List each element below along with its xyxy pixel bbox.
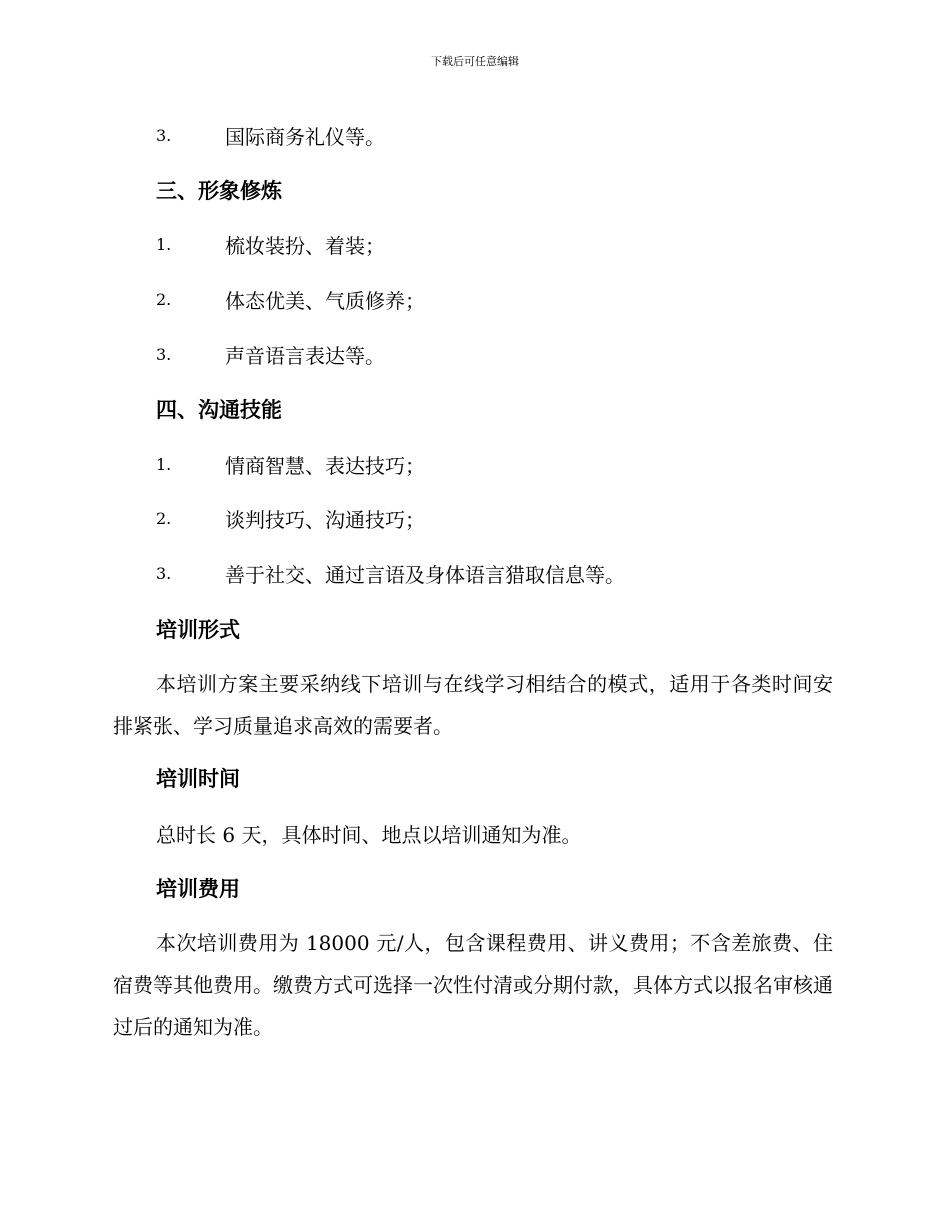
page-header: 下载后可任意编辑	[431, 55, 519, 68]
list-number: 2.	[156, 509, 172, 529]
list-number: 3.	[156, 125, 172, 145]
training-time-paragraph: 总时长 6 天，具体时间、地点以培训通知为准。	[156, 822, 582, 847]
list-item	[113, 437, 833, 492]
list-item	[113, 218, 833, 273]
list-text: 谈判技巧、沟通技巧；	[225, 508, 425, 533]
list-item	[113, 327, 833, 382]
training-form-heading: 培训形式	[156, 616, 240, 642]
list-text: 情商智慧、表达技巧；	[225, 453, 425, 478]
list-item	[113, 492, 833, 547]
training-form-paragraph: 本培训方案主要采纳线下培训与在线学习相结合的模式，适用于各类时间安排紧张、学习质量追求高效的需要者。	[113, 671, 833, 738]
list-text: 梳妆装扮、着装；	[225, 234, 385, 259]
list-number: 1.	[156, 454, 172, 474]
training-fee-heading: 培训费用	[156, 875, 240, 901]
training-fee-paragraph: 本次培训费用为 18000 元/人，包含课程费用、讲义费用；不含差旅费、住宿费等其他费用。缴费方式可选择一次性付清或分期付款，具体方式以报名审核通过后的通知为准。	[113, 931, 833, 1040]
document-body	[113, 108, 833, 1052]
section-heading: 四、沟通技能	[156, 397, 282, 423]
list-number: 1.	[156, 235, 172, 255]
list-number: 2.	[156, 290, 172, 310]
list-item	[113, 546, 833, 601]
list-text: 体态优美、气质修养；	[225, 289, 425, 314]
list-text: 善于社交、通过言语及身体语言猎取信息等。	[225, 563, 625, 588]
list-number: 3.	[156, 345, 172, 365]
list-text: 国际商务礼仪等。	[225, 124, 385, 149]
training-time-heading: 培训时间	[156, 766, 240, 792]
list-item	[113, 108, 833, 163]
list-number: 3.	[156, 564, 172, 584]
section-heading: 三、形象修炼	[156, 178, 282, 204]
list-item	[113, 272, 833, 327]
list-text: 声音语言表达等。	[225, 344, 385, 369]
